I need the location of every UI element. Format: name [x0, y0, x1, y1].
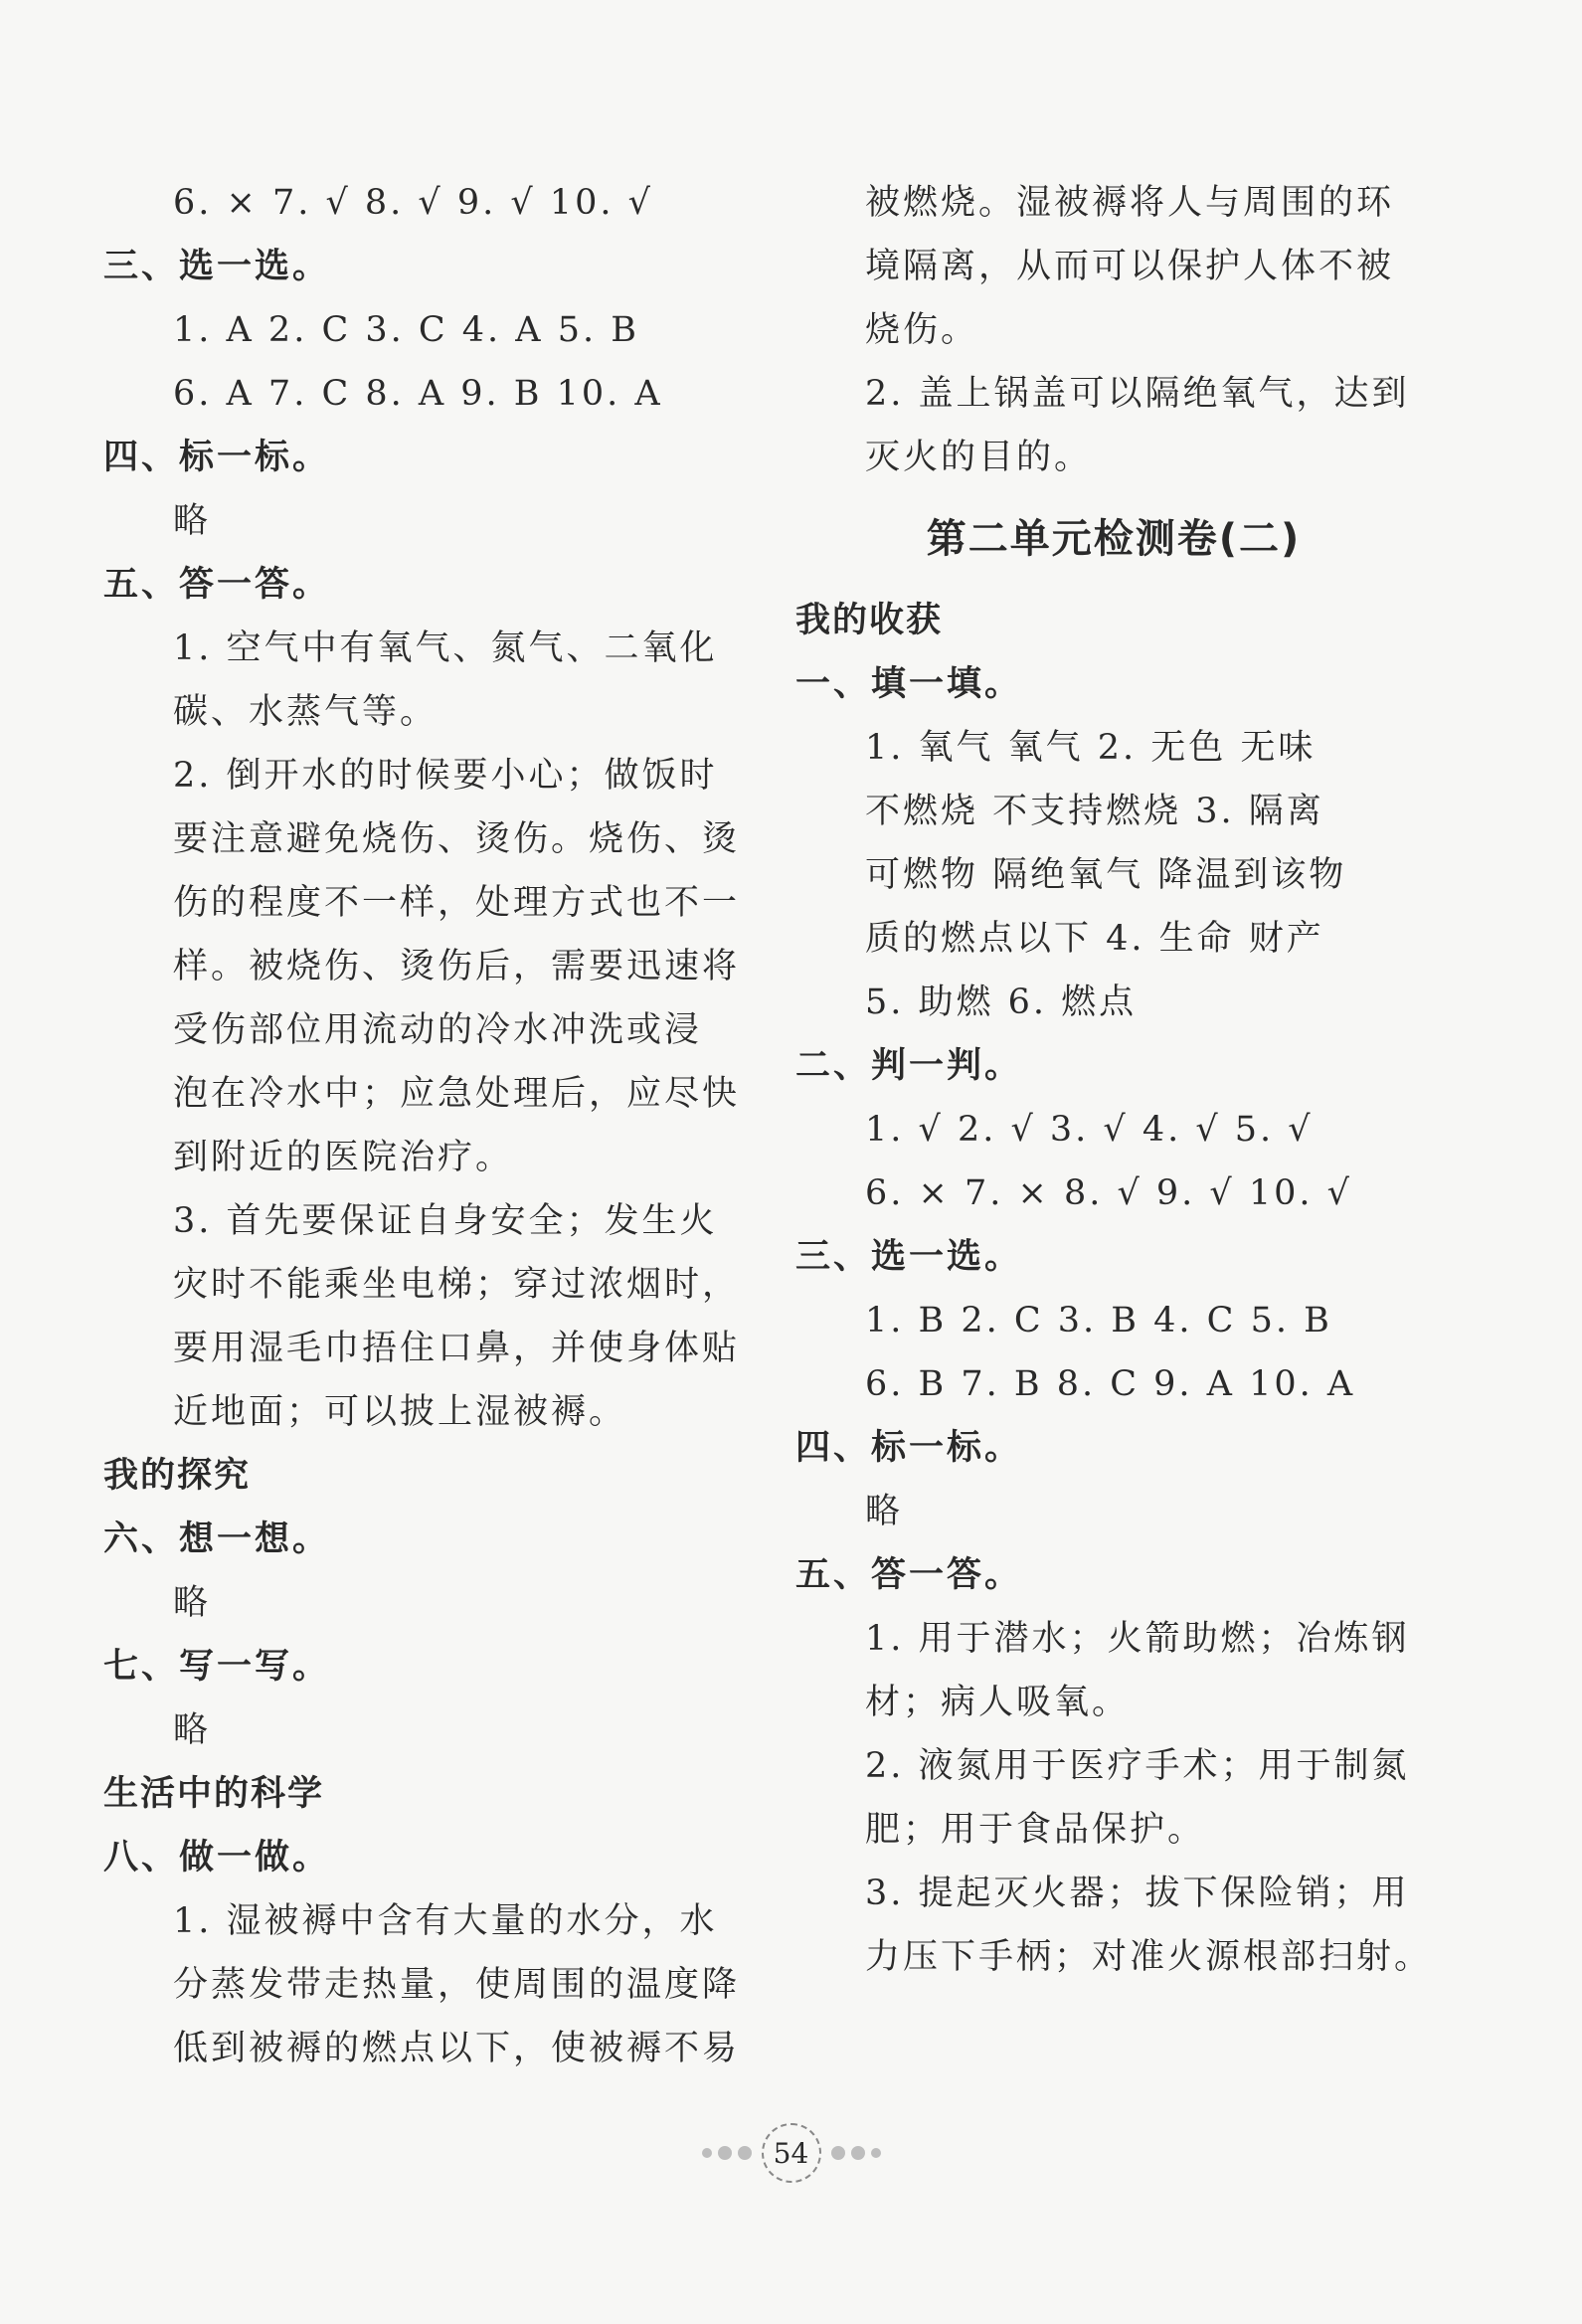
- text-line: 灭火的目的。: [865, 438, 1093, 477]
- text-line: 6. × 7. × 8. √ 9. √ 10. √: [865, 1173, 1352, 1213]
- part-heading: 生活中的科学: [103, 1774, 325, 1814]
- part-heading: 我的收获: [795, 601, 944, 640]
- text-line: 近地面；可以披上湿被褥。: [173, 1392, 627, 1432]
- left-column: [103, 171, 740, 2080]
- text-line: 2. 倒开水的时候要小心；做饭时: [173, 756, 718, 796]
- text-line: 烧伤。: [865, 310, 979, 350]
- text-line: 力压下手柄；对准火源根部扫射。: [865, 1937, 1433, 1977]
- text-line: 碳、水蒸气等。: [173, 692, 439, 732]
- text-line: 1. 氧气 氧气 2. 无色 无味: [865, 728, 1317, 768]
- text-line: 6. B 7. B 8. C 9. A 10. A: [865, 1364, 1356, 1404]
- section-heading: 四、标一标。: [795, 1428, 1023, 1468]
- page-footer: [0, 2123, 1582, 2183]
- text-line: 伤的程度不一样，处理方式也不一: [173, 883, 741, 923]
- text-line: 境隔离，从而可以保护人体不被: [865, 247, 1395, 286]
- dot-icon: [831, 2146, 845, 2160]
- text-line: 1. √ 2. √ 3. √ 4. √ 5. √: [865, 1110, 1314, 1150]
- text-line: 略: [173, 1710, 212, 1750]
- section-heading: 六、想一想。: [103, 1520, 331, 1559]
- text-line: 略: [865, 1492, 904, 1531]
- text-line: 3. 提起灭火器；拔下保险销；用: [865, 1874, 1410, 1913]
- text-line: 灾时不能乘坐电梯；穿过浓烟时，: [173, 1265, 741, 1305]
- right-bottom-lines: [795, 589, 1432, 1989]
- text-line: 材；病人吸氧。: [865, 1683, 1131, 1722]
- text-line: 1. A 2. C 3. C 4. A 5. B: [173, 310, 639, 350]
- section-heading: 五、答一答。: [103, 565, 331, 605]
- text-line: 可燃物 隔绝氧气 降温到该物: [865, 855, 1347, 895]
- dot-icon: [718, 2146, 732, 2160]
- text-line: 被燃烧。湿被褥将人与周围的环: [865, 183, 1395, 223]
- dot-icon: [871, 2148, 881, 2158]
- dot-icon: [851, 2146, 865, 2160]
- section-heading: 二、判一判。: [795, 1046, 1023, 1086]
- text-line: 1. 湿被褥中含有大量的水分，水: [173, 1901, 718, 1941]
- section-heading: 一、填一填。: [795, 664, 1023, 704]
- text-line: 受伤部位用流动的冷水冲洗或浸: [173, 1010, 703, 1050]
- right-column: [795, 171, 1432, 1989]
- text-line: 5. 助燃 6. 燃点: [865, 983, 1138, 1022]
- footer-dots-left: [702, 2146, 752, 2160]
- text-line: 6. A 7. C 8. A 9. B 10. A: [173, 374, 663, 414]
- text-line: 到附近的医院治疗。: [173, 1138, 514, 1177]
- section-heading: 三、选一选。: [103, 247, 331, 286]
- right-top-lines: [795, 171, 1432, 489]
- text-line: 略: [173, 1583, 212, 1623]
- text-line: 样。被烧伤、烫伤后，需要迅速将: [173, 947, 741, 986]
- page-number: 54: [762, 2123, 821, 2183]
- text-line: 6. × 7. √ 8. √ 9. √ 10. √: [173, 183, 653, 223]
- text-line: 要注意避免烧伤、烫伤。烧伤、烫: [173, 819, 741, 859]
- unit-title: 第二单元检测卷(二): [926, 516, 1302, 562]
- text-line: 2. 盖上锅盖可以隔绝氧气，达到: [865, 374, 1410, 414]
- dot-icon: [738, 2146, 752, 2160]
- text-line: 3. 首先要保证自身安全；发生火: [173, 1201, 718, 1241]
- text-line: 分蒸发带走热量，使周围的温度降: [173, 1965, 741, 2005]
- text-line: 1. 空气中有氧气、氮气、二氧化: [173, 628, 718, 668]
- part-heading: 我的探究: [103, 1456, 252, 1496]
- text-line: 1. 用于潜水；火箭助燃；冶炼钢: [865, 1619, 1410, 1659]
- text-line: 2. 液氮用于医疗手术；用于制氮: [865, 1746, 1410, 1786]
- text-line: 不燃烧 不支持燃烧 3. 隔离: [865, 792, 1324, 831]
- text-line: 略: [173, 501, 212, 541]
- text-line: 肥；用于食品保护。: [865, 1810, 1206, 1850]
- section-heading: 三、选一选。: [795, 1237, 1023, 1277]
- footer-dots-right: [831, 2146, 881, 2160]
- section-heading: 四、标一标。: [103, 438, 331, 477]
- section-heading: 八、做一做。: [103, 1838, 331, 1877]
- text-line: 要用湿毛巾捂住口鼻，并使身体贴: [173, 1329, 741, 1368]
- dot-icon: [702, 2148, 712, 2158]
- text-line: 质的燃点以下 4. 生命 财产: [865, 919, 1324, 959]
- section-heading: 七、写一写。: [103, 1647, 331, 1687]
- section-heading: 五、答一答。: [795, 1555, 1023, 1595]
- text-line: 低到被褥的燃点以下，使被褥不易: [173, 2029, 741, 2068]
- text-line: 泡在冷水中；应急处理后，应尽快: [173, 1074, 741, 1114]
- text-line: 1. B 2. C 3. B 4. C 5. B: [865, 1301, 1332, 1341]
